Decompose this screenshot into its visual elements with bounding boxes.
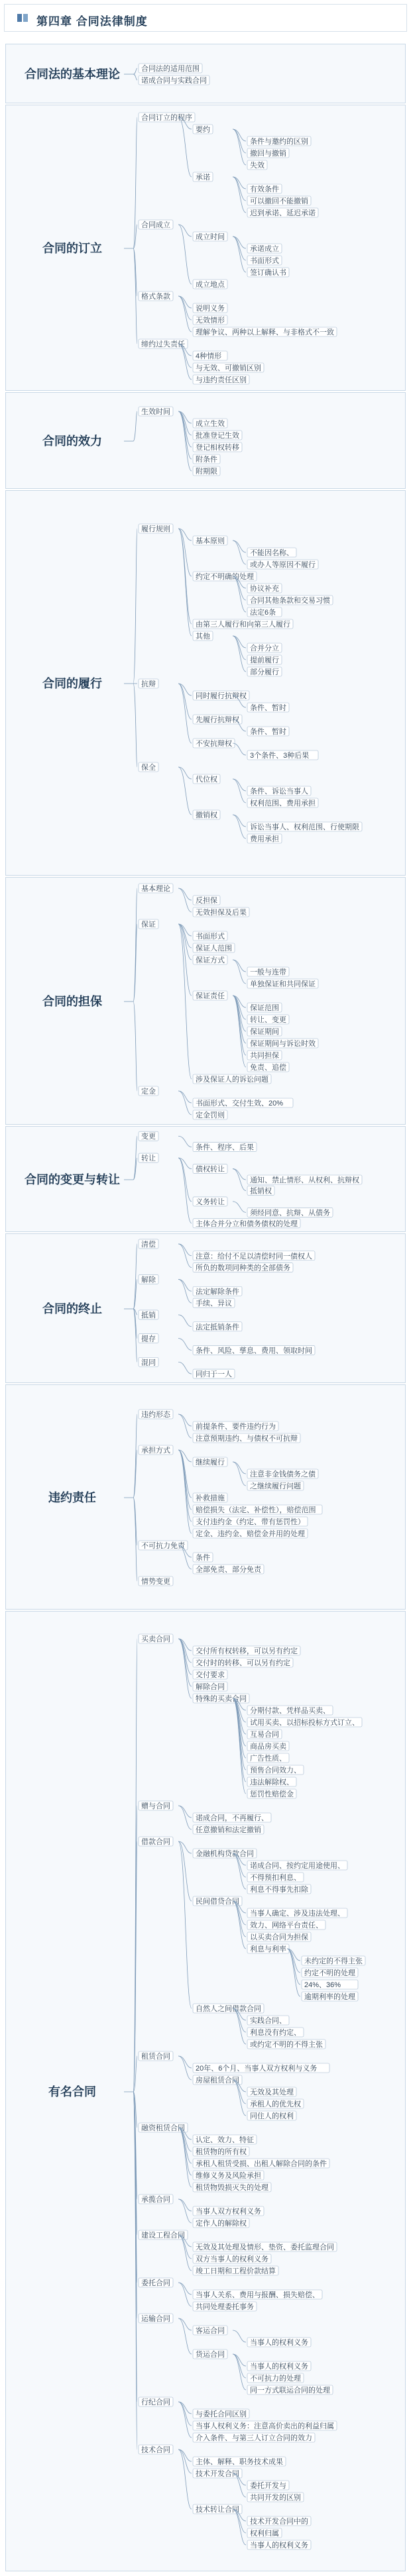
mindmap-node[interactable]: 合同成立 [141, 221, 170, 229]
mindmap-node[interactable]: 定金 [141, 1088, 156, 1096]
mindmap-node[interactable]: 费用承担 [250, 835, 279, 843]
connector-line [233, 541, 246, 564]
connector-line [178, 225, 192, 284]
mindmap-node[interactable]: 当事人的权利义务 [250, 2542, 308, 2550]
mindmap-node[interactable]: 效力、网络平台责任、 [250, 1922, 323, 1930]
mindmap-node[interactable]: 保证期间 [250, 1028, 279, 1036]
mindmap-node[interactable]: 实践合同、 [250, 2017, 286, 2025]
mindmap-node[interactable]: 当事人的权利义务 [250, 2363, 308, 2371]
connector-line [233, 2330, 246, 2342]
mindmap-node[interactable]: 条件、风险、孳息、费用、领取时间 [196, 1347, 312, 1355]
mindmap-node[interactable]: 抗辩 [141, 680, 156, 688]
mindmap-node[interactable]: 当事人双方权利义务 [196, 2208, 261, 2216]
mindmap-node[interactable]: 通知、禁止情形、从权利、抗辩权 [250, 1176, 359, 1184]
mindmap-node[interactable]: 变更 [141, 1133, 156, 1141]
section-title[interactable]: 合同的终止 [42, 1302, 102, 1315]
mindmap-node[interactable]: 主体合并分立和债务债权的处理 [196, 1219, 298, 1228]
mindmap-node[interactable]: 保全 [141, 764, 156, 772]
mindmap-node[interactable]: 共同开发的区别 [250, 2494, 301, 2502]
mindmap-node[interactable]: 履行规则 [141, 525, 170, 533]
connector-line [233, 1901, 246, 1949]
mindmap-node[interactable]: 支付违约金（约定、带有惩罚性） [196, 1518, 305, 1526]
mindmap-node[interactable]: 条件、暂时 [250, 728, 286, 736]
mindmap-node[interactable]: 解除合同 [196, 1683, 225, 1691]
mindmap-node[interactable]: 其他 [196, 633, 210, 641]
section-panel [5, 1126, 406, 1232]
mindmap-node[interactable]: 成立地点 [196, 281, 225, 289]
mindmap-node[interactable]: 租赁物毁损灭失的处理 [196, 2184, 268, 2192]
mindmap-node[interactable]: 注意预期违约、与债权不可抗辩 [196, 1435, 298, 1443]
mindmap-node[interactable]: 20年、6个月、当事人双方权利与义务 [196, 2065, 318, 2073]
mindmap-node[interactable]: 逾期利率的处理 [304, 1993, 355, 2001]
section-tree [6, 1127, 406, 1233]
mindmap-node[interactable]: 全部免责、部分免责 [196, 1566, 261, 1574]
connector-line [133, 888, 137, 1002]
mindmap-node[interactable]: 补救措施 [196, 1494, 225, 1502]
connector-line [233, 779, 246, 803]
mindmap-node[interactable]: 共同处理委托事务 [196, 2303, 254, 2311]
connector-line [133, 411, 137, 441]
connector-line [178, 2402, 192, 2426]
mindmap-node[interactable]: 书面形式 [196, 933, 225, 941]
mindmap-node[interactable]: 要约 [196, 126, 210, 134]
mindmap-node[interactable]: 当事人确定、涉及违法处理、 [250, 1910, 345, 1918]
mindmap-node[interactable]: 格式条款 [141, 293, 170, 301]
mindmap-node[interactable]: 技术开发合同中的 [250, 2518, 308, 2526]
mindmap-node[interactable]: 保证期间与诉讼时效 [250, 1040, 316, 1048]
mindmap-node[interactable]: 认定、效力、特征 [196, 2136, 254, 2144]
mindmap-node[interactable]: 基本理论 [141, 885, 170, 893]
mindmap-node[interactable]: 成立时间 [196, 233, 225, 241]
mindmap-node[interactable]: 诺成合同、按约定用途使用、 [250, 1862, 345, 1870]
connector-line [133, 74, 137, 80]
mindmap-node[interactable]: 继续履行 [196, 1459, 225, 1467]
mindmap-node[interactable]: 保证责任 [196, 992, 225, 1000]
mindmap-node[interactable]: 免责、追偿 [250, 1064, 286, 1072]
mindmap-node[interactable]: 条件与邀约的区别 [250, 138, 308, 146]
mindmap-node[interactable]: 部分履行 [250, 668, 279, 676]
section-tree [6, 491, 406, 876]
mindmap-node[interactable]: 合同订立的程序 [141, 114, 192, 122]
section-title[interactable]: 合同的效力 [42, 435, 102, 448]
mindmap-node[interactable]: 当事人权利义务：注意高价卖出的利益归属 [196, 2422, 334, 2430]
connector-line [178, 1244, 192, 1268]
connector-line [178, 2449, 192, 2473]
mindmap-node[interactable]: 批准登记生效 [196, 432, 239, 440]
mindmap-node[interactable]: 合并分立 [250, 644, 279, 652]
connector-line [178, 1339, 192, 1351]
connector-line [233, 236, 246, 260]
mindmap-node[interactable]: 不安抗辩权 [196, 740, 232, 748]
mindmap-node[interactable]: 所负的数项同种类的全部债务 [196, 1264, 290, 1272]
mindmap-node[interactable]: 特殊的买卖合同 [196, 1695, 247, 1703]
mindmap-node[interactable]: 承租人租赁受损、出租人解除合同的条件 [196, 2160, 327, 2168]
mindmap-node[interactable]: 与委托合同区别 [196, 2410, 247, 2418]
section-panel [5, 490, 406, 876]
connector-line [233, 1462, 246, 1486]
mindmap-node[interactable]: 借款合同 [141, 1838, 170, 1846]
connector-line [178, 2056, 192, 2080]
connector-line [178, 1279, 192, 1303]
mindmap-node[interactable]: 不得预扣利息、 [250, 1874, 301, 1882]
mindmap-node[interactable]: 预售合同效力、 [250, 1767, 301, 1775]
mindmap-node[interactable]: 无效情形 [196, 317, 225, 325]
mindmap-node[interactable]: 条件、暂时 [250, 704, 286, 712]
book-icon [17, 13, 29, 23]
mindmap-node[interactable]: 代位权 [196, 776, 217, 784]
mindmap-node[interactable]: 不可抗力的处理 [250, 2375, 301, 2383]
mindmap-node[interactable]: 说明义务 [196, 305, 225, 313]
mindmap-node[interactable]: 抵销 [141, 1311, 156, 1319]
mindmap-node[interactable]: 无效及其处理及情形、垫资、委托监理合同 [196, 2243, 334, 2251]
mindmap-node[interactable]: 未约定的不得主张 [304, 1957, 363, 1965]
mindmap-node[interactable]: 不能因名称、 [250, 549, 294, 557]
mindmap-node[interactable]: 保证 [141, 921, 156, 929]
mindmap-node[interactable]: 或办人等原因不履行 [250, 561, 316, 569]
mindmap-node[interactable]: 书面形式 [250, 257, 279, 265]
mindmap-node[interactable]: 前提条件、要件违约行为 [196, 1423, 276, 1431]
mindmap-node[interactable]: 24%、36% [304, 1981, 341, 1989]
mindmap-node[interactable]: 惩罚性赔偿金 [250, 1790, 294, 1798]
mindmap-node[interactable]: 技术转让合同 [196, 2506, 239, 2514]
connector-line [178, 2318, 192, 2330]
mindmap-node[interactable]: 利息不得事先扣除 [250, 1886, 308, 1894]
mindmap-node[interactable]: 撤销权 [196, 811, 217, 819]
page-title: 第四章 合同法律制度 [36, 15, 148, 28]
mindmap-node[interactable]: 介入条件、与第三人订立合同的效力 [196, 2434, 312, 2442]
mindmap-node[interactable]: 保证方式 [196, 956, 225, 964]
section-tree [6, 1385, 406, 1610]
mindmap-node[interactable]: 4种情形 [196, 352, 222, 360]
mindmap-node[interactable]: 房屋租赁合同 [196, 2077, 239, 2085]
mindmap-node[interactable]: 交付时的转移、可以另有约定 [196, 1659, 290, 1667]
connector-line [178, 2128, 192, 2187]
mindmap-node[interactable]: 自然人之间借款合同 [196, 2005, 261, 2013]
mindmap-node[interactable]: 保证人范围 [196, 945, 232, 953]
mindmap-node[interactable]: 协议补充 [250, 585, 279, 593]
mindmap-node[interactable]: 与无效、可撤销区别 [196, 364, 261, 372]
section-title[interactable]: 合同的订立 [42, 242, 102, 255]
mindmap-node[interactable]: 租赁合同 [141, 2053, 170, 2061]
section-panel [5, 392, 406, 489]
connector-line [233, 1169, 246, 1191]
mindmap-node[interactable]: 当事人的权利义务 [250, 2339, 308, 2347]
mindmap-node[interactable]: 附期限 [196, 468, 217, 476]
mindmap-node[interactable]: 混同 [141, 1359, 156, 1367]
mindmap-node[interactable]: 买卖合同 [141, 1635, 170, 1643]
mindmap-node[interactable]: 承租人的优先权 [250, 2100, 301, 2108]
mindmap-node[interactable]: 违法解除权、 [250, 1778, 294, 1786]
mindmap-node[interactable]: 同一方式联运合同的处理 [250, 2387, 330, 2395]
connector-line [178, 1136, 192, 1147]
mindmap-node[interactable]: 行纪合同 [141, 2398, 170, 2406]
mindmap-node[interactable]: 交付要求 [196, 1671, 225, 1679]
mindmap-node[interactable]: 融资租赁合同 [141, 2124, 185, 2132]
mindmap-node[interactable]: 同归于一人 [196, 1370, 232, 1379]
connector-line [233, 636, 246, 660]
mindmap-node[interactable]: 不可抗力免责 [141, 1542, 185, 1550]
mindmap-node[interactable]: 租赁物的所有权 [196, 2148, 247, 2156]
connector-line [178, 1315, 192, 1327]
mindmap-node[interactable]: 赠与合同 [141, 1802, 170, 1810]
mindmap-node[interactable]: 竣工日期和工程价款结算 [196, 2267, 276, 2275]
mindmap-node[interactable]: 利息没有约定、 [250, 2029, 301, 2037]
connector-line [178, 767, 192, 815]
connector-line [233, 1202, 246, 1212]
connector-line [133, 68, 137, 74]
mindmap-node[interactable]: 可以撤回不能撤销 [250, 197, 308, 205]
connector-line [233, 177, 246, 201]
mindmap-node[interactable]: 承担方式 [141, 1447, 170, 1455]
mindmap-node[interactable]: 转让 [141, 1155, 156, 1163]
mindmap-node[interactable]: 迟到承诺、延迟承诺 [250, 209, 316, 217]
connector-line [233, 2354, 246, 2378]
mindmap-node[interactable]: 委托合同 [141, 2279, 170, 2287]
mindmap-node[interactable]: 违约形态 [141, 1411, 170, 1419]
mindmap-node[interactable]: 民间借贷合同 [196, 1898, 239, 1906]
mindmap-node[interactable]: 双方当事人的权利义务 [196, 2255, 268, 2263]
mindmap-node[interactable]: 与违约责任区别 [196, 376, 247, 384]
mindmap-node[interactable]: 法定解除条件 [196, 1288, 239, 1296]
connector-line [287, 1949, 300, 1996]
mindmap-node[interactable]: 条件、诉讼当事人 [250, 788, 308, 796]
mindmap-node[interactable]: 理解争议、两种以上解释、与非格式不一致 [196, 329, 334, 336]
mindmap-node[interactable]: 登记相权转移 [196, 444, 239, 452]
section-title[interactable]: 有名合同 [48, 2085, 96, 2098]
mindmap-node[interactable]: 分期付款、凭样品买卖、 [250, 1707, 330, 1715]
mindmap-node[interactable]: 约定不明的处理 [304, 1969, 355, 1977]
connector-line [178, 1450, 192, 1533]
mindmap-node[interactable]: 条件、程序、后果 [196, 1143, 254, 1152]
section-tree [6, 105, 406, 391]
mindmap-node[interactable]: 维修义务及风险承担 [196, 2172, 261, 2180]
connector-line [233, 815, 246, 839]
mindmap-node[interactable]: 撤回与撤销 [250, 150, 286, 158]
mindmap-node[interactable]: 定金、违约金、赔偿金并用的处理 [196, 1530, 305, 1538]
mindmap-node[interactable]: 义务转让 [196, 1198, 225, 1206]
mindmap-node[interactable]: 承诺 [196, 174, 210, 181]
mindmap-node[interactable]: 基本原则 [196, 537, 225, 545]
mindmap-node[interactable]: 由第三人履行和向第三人履行 [196, 621, 290, 629]
connector-line [233, 129, 246, 153]
connector-line [178, 117, 192, 177]
connector-line [178, 2449, 192, 2509]
mindmap-node[interactable]: 签订确认书 [250, 269, 286, 277]
mindmap-node[interactable]: 任意撤销和法定撤销 [196, 1826, 261, 1834]
connector-line [178, 1362, 192, 1374]
mindmap-node[interactable]: 有效条件 [250, 185, 279, 193]
mindmap-node[interactable]: 保证范围 [250, 1004, 279, 1012]
mindmap-node[interactable]: 须经同意、抗辩、从债务 [250, 1209, 330, 1217]
section-title[interactable]: 合同的担保 [42, 995, 102, 1008]
mindmap-node[interactable]: 主体、解释、职务技术成果 [196, 2458, 283, 2466]
section-tree [6, 1612, 406, 2572]
connector-line [178, 1806, 192, 1829]
mindmap-node[interactable]: 同住人的权利 [250, 2112, 294, 2120]
connector-line [178, 1158, 192, 1223]
mindmap-node[interactable]: 或约定不明的不得主张 [250, 2041, 323, 2049]
mindmap-node[interactable]: 合同其他条款和交易习惯 [250, 597, 330, 605]
section-panel [5, 1233, 406, 1383]
section-tree [6, 1234, 406, 1384]
mindmap-node[interactable]: 委托开发与 [250, 2482, 286, 2490]
section-title[interactable]: 合同的履行 [42, 677, 102, 690]
mindmap-node[interactable]: 交付所有权转移，可以另有约定 [196, 1647, 298, 1655]
mindmap-node[interactable]: 债权转让 [196, 1165, 225, 1174]
mindmap-node[interactable]: 书面形式、交付生效、20% [196, 1100, 284, 1108]
mindmap-node[interactable]: 诉讼当事人、权利范围、行使期限 [250, 823, 359, 831]
mindmap-node[interactable]: 清偿 [141, 1240, 156, 1249]
mindmap-node[interactable]: 互易合同 [250, 1731, 279, 1739]
mindmap-node[interactable]: 运输合同 [141, 2315, 170, 2323]
mindmap-node[interactable]: 附条件 [196, 456, 217, 464]
connector-line [178, 1158, 192, 1202]
mindmap-node[interactable]: 权利归属 [250, 2530, 279, 2538]
mindmap-node[interactable]: 注意：给付不足以清偿时同一债权人 [196, 1252, 312, 1261]
mindmap-node[interactable]: 之继续履行问题 [250, 1482, 301, 1490]
mindmap-node[interactable]: 生效时间 [141, 408, 170, 416]
mindmap-node[interactable]: 情势变更 [141, 1578, 170, 1586]
mindmap-node[interactable]: 广告性质、 [250, 1755, 286, 1763]
mindmap-node[interactable]: 3个条件、3种后果 [250, 752, 310, 760]
mindmap-node[interactable]: 注意非金钱债务之债 [250, 1470, 316, 1478]
connector-line [133, 529, 137, 684]
section-panel [5, 44, 406, 103]
title-bar [4, 4, 407, 32]
mindmap-node[interactable]: 提存 [141, 1335, 156, 1343]
mindmap-node[interactable]: 解除 [141, 1276, 156, 1284]
mindmap-node[interactable]: 以买卖合同为担保 [250, 1933, 308, 1941]
section-panel [5, 1384, 406, 1610]
mindmap-node[interactable]: 同时履行抗辩权 [196, 692, 247, 700]
mindmap-node[interactable]: 先履行抗辩权 [196, 716, 239, 724]
mindmap-node[interactable]: 诺成合同，不再履行、 [196, 1814, 268, 1822]
mindmap-node[interactable]: 试用买卖、以招标投标方式订立、 [250, 1719, 359, 1727]
mindmap-node[interactable]: 条件 [196, 1554, 210, 1562]
mindmap-node[interactable]: 约定不明确的处理 [196, 573, 254, 581]
mindmap-node[interactable]: 单独保证和共同保证 [250, 980, 316, 988]
connector-line [178, 1639, 192, 1698]
mindmap-node[interactable]: 承诺成立 [250, 245, 279, 253]
mindmap-node[interactable]: 金融机构贷款合同 [196, 1850, 254, 1858]
connector-line [178, 1841, 192, 1901]
connector-line [178, 888, 192, 912]
section-title[interactable]: 合同的变更与转让 [25, 1173, 120, 1186]
connector-line [178, 2199, 192, 2223]
mindmap-node[interactable]: 建设工程合同 [141, 2232, 185, 2240]
mindmap-node[interactable]: 利息与利率 [250, 1945, 286, 1953]
section-panel [5, 105, 406, 391]
mindmap-node[interactable]: 失效 [250, 162, 264, 170]
section-panel [5, 877, 406, 1125]
mindmap-node[interactable]: 货运合同 [196, 2351, 225, 2359]
connector-line [178, 684, 192, 743]
mindmap-node[interactable]: 客运合同 [196, 2327, 225, 2335]
mindmap-node[interactable]: 无效及其处理 [250, 2088, 294, 2096]
mindmap-node[interactable]: 诺成合同与实践合同 [141, 77, 207, 85]
mindmap-node[interactable]: 法定6条 [250, 609, 276, 617]
mindmap-node[interactable]: 合同法的适用范围 [141, 65, 200, 73]
connector-line [178, 1091, 192, 1115]
mindmap-node[interactable]: 涉及保证人的诉讼问题 [196, 1076, 268, 1084]
mindmap-node[interactable]: 抵销权 [250, 1187, 272, 1196]
mindmap-node[interactable]: 一般与连带 [250, 968, 286, 976]
mindmap-node[interactable]: 赔偿损失（法定、补偿性），赔偿范围 [196, 1506, 316, 1514]
section-tree [6, 878, 406, 1125]
mindmap-node[interactable]: 承揽合同 [141, 2196, 170, 2204]
connector-line [178, 1414, 192, 1438]
section-tree [6, 44, 406, 104]
mindmap-node[interactable]: 定金罚则 [196, 1111, 225, 1119]
connector-line [178, 296, 192, 320]
connector-line [178, 411, 192, 471]
mindmap-node[interactable]: 定作人的解除权 [196, 2220, 247, 2228]
mindmap-node[interactable]: 无效担保及后果 [196, 909, 247, 917]
mindmap-node[interactable]: 提前履行 [250, 656, 279, 664]
mindmap-node[interactable]: 转让、变更 [250, 1016, 286, 1024]
section-panel [5, 1611, 406, 2571]
connector-line [178, 2283, 192, 2306]
mindmap-node[interactable]: 权利范围、费用承担 [250, 799, 316, 807]
connector-line [133, 1002, 137, 1091]
connector-line [178, 924, 192, 1079]
mindmap-node[interactable]: 手续、异议 [196, 1300, 232, 1308]
section-tree [6, 393, 406, 489]
mindmap-node[interactable]: 共同担保 [250, 1052, 279, 1060]
mindmap-node[interactable]: 缔约过失责任 [141, 340, 185, 348]
connector-line [133, 684, 137, 767]
mindmap-node[interactable]: 技术开发合同 [196, 2470, 239, 2478]
mindmap-node[interactable]: 法定抵销条件 [196, 1323, 239, 1331]
mindmap-node[interactable]: 反担保 [196, 897, 217, 905]
section-title[interactable]: 违约责任 [48, 1491, 96, 1504]
section-title[interactable]: 合同法的基本理论 [25, 68, 120, 81]
mindmap-node[interactable]: 商品房买卖 [250, 1743, 286, 1751]
mindmap-node[interactable]: 成立生效 [196, 420, 225, 428]
mindmap-node[interactable]: 当事人关系、费用与报酬、损失赔偿、 [196, 2291, 320, 2299]
connector-line [233, 960, 246, 984]
mindmap-node[interactable]: 技术合同 [141, 2446, 170, 2454]
